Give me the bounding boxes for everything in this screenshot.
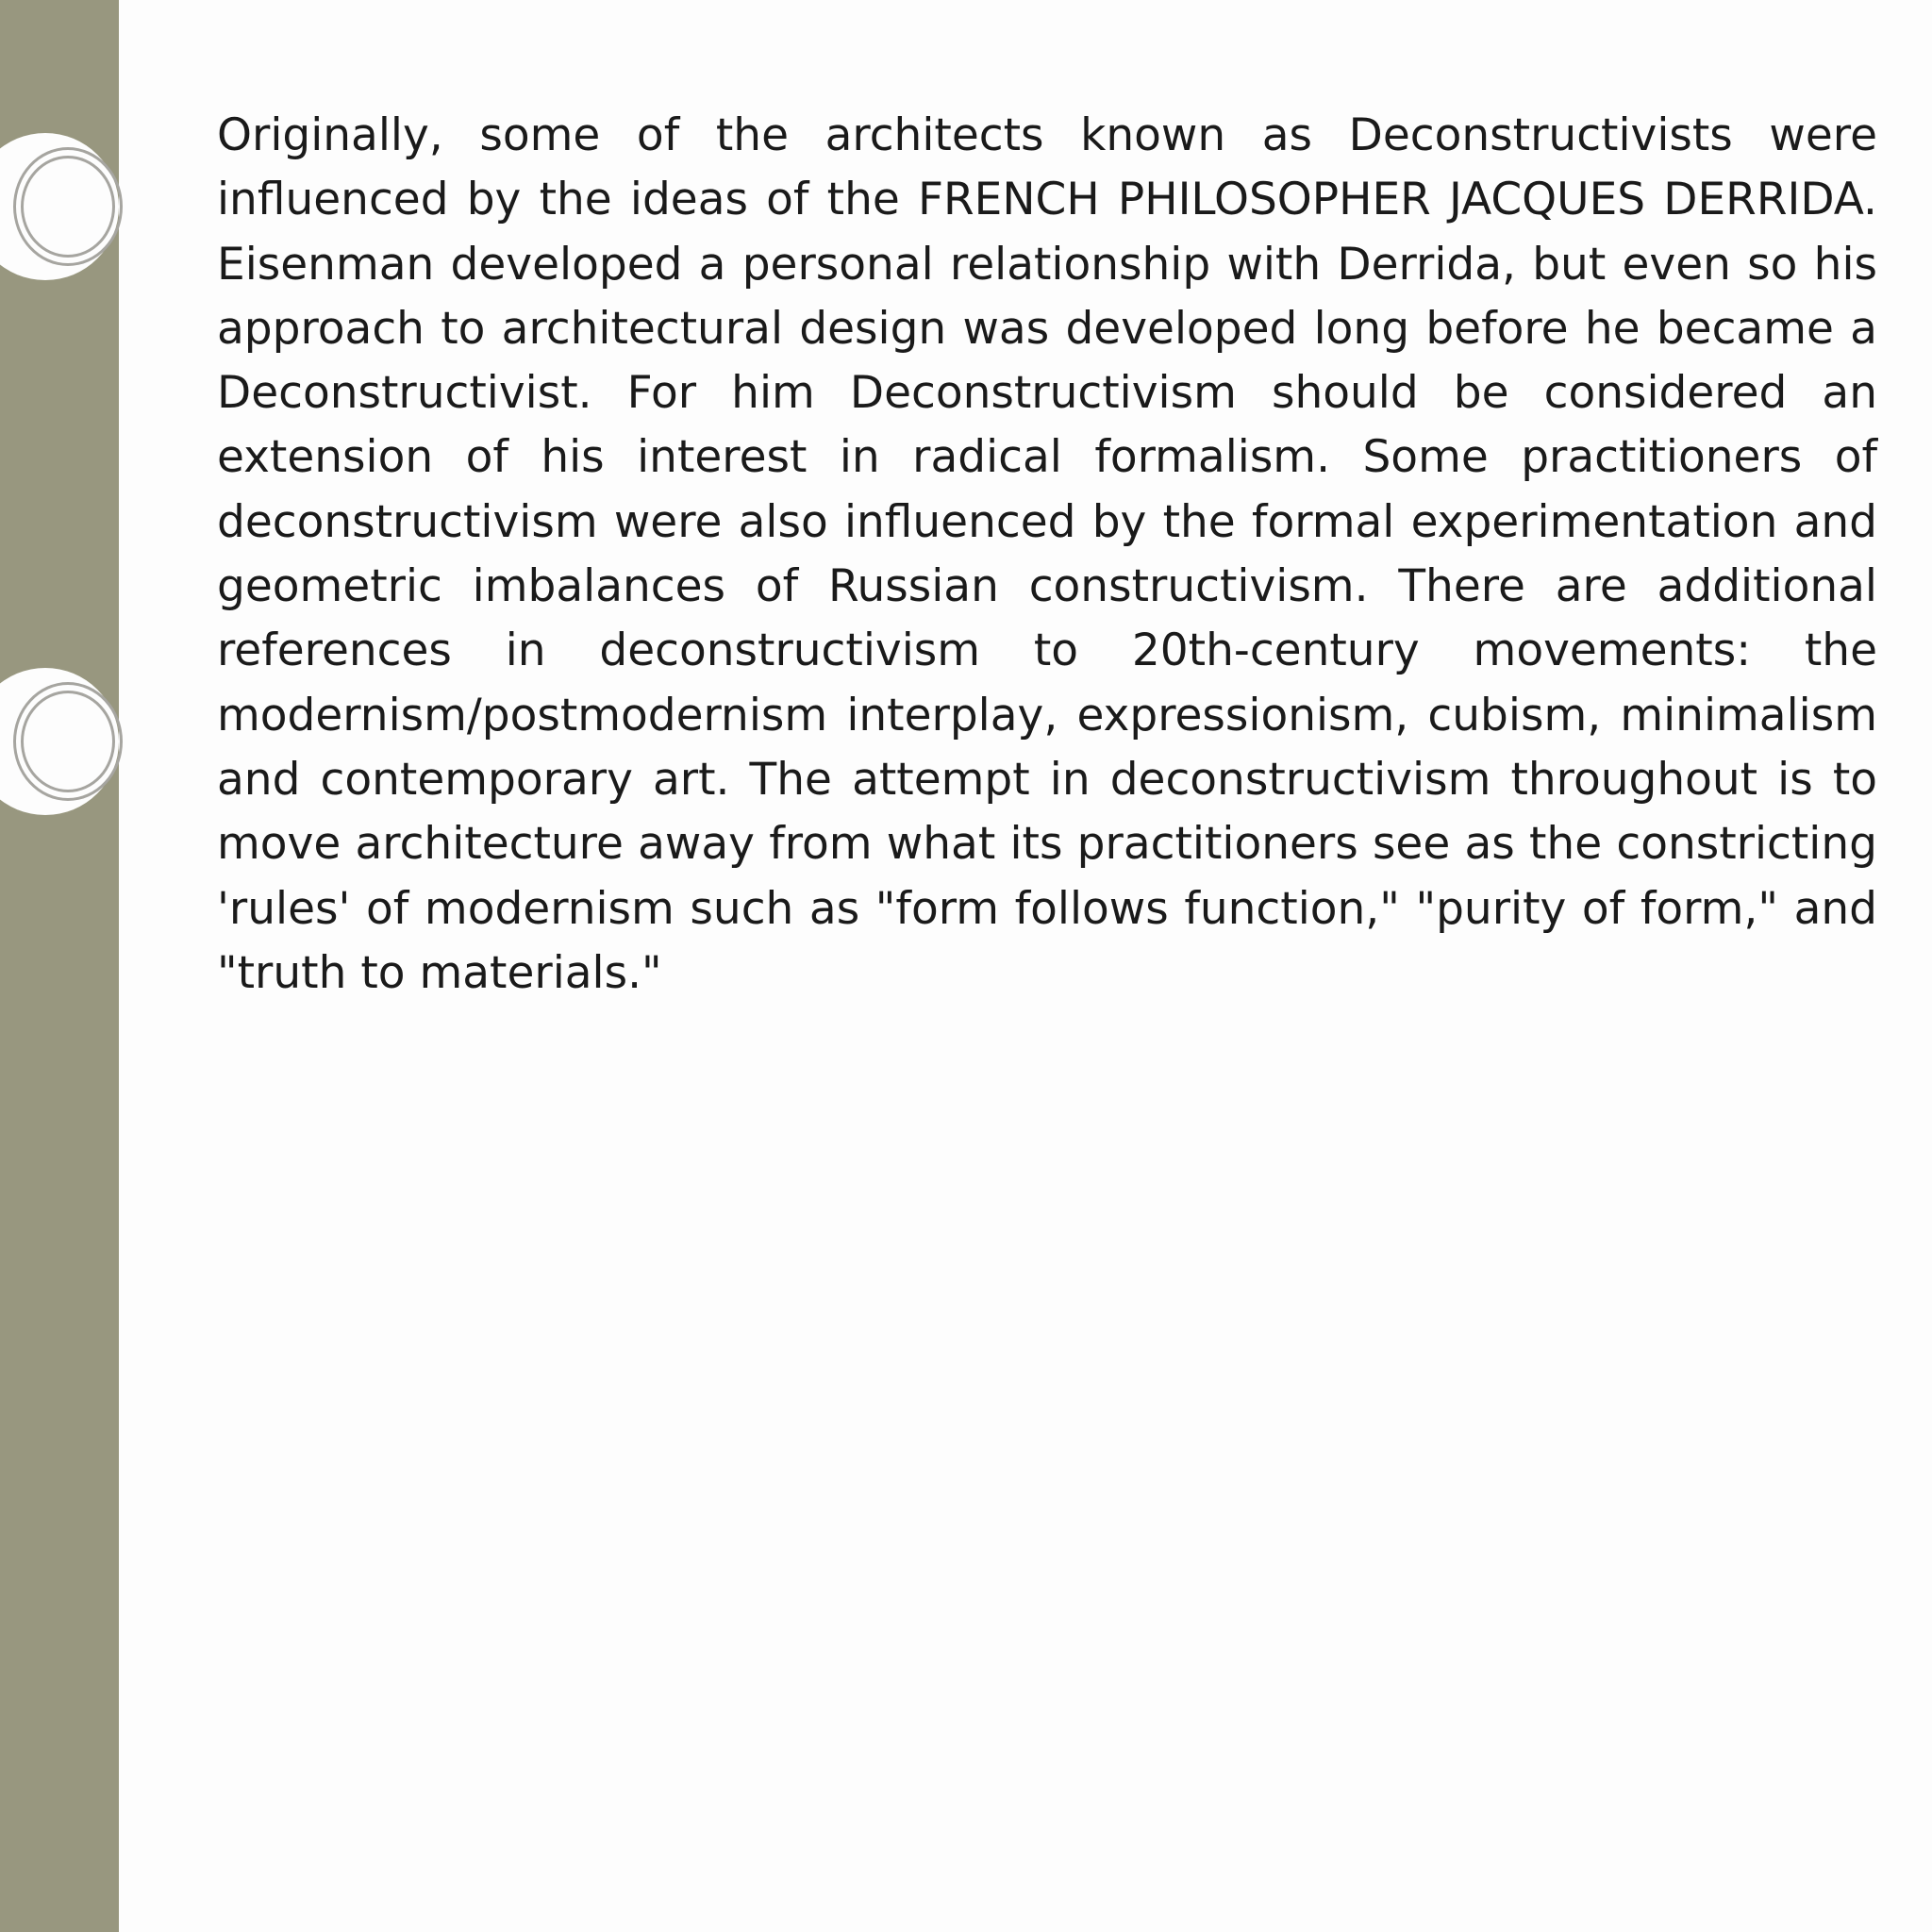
ring-inner — [21, 691, 115, 792]
side-bar — [0, 0, 119, 1932]
body-paragraph: Originally, some of the architects known as Deconstructivists were influenced by the ideas of the FRENCH PHILOSOPHER JACQUES DERRIDA. Eisenman developed a personal relationship with Derrida, but even so his approach to architectural design was developed long before he became a Deconstructivist. For him Deconstructivism should be considered an extension of his interest in radical formalism. Some practitioners of deconstructivism were also influenced by the formal experimentation and geometric imbalances of Russian constructivism. There are additional references in deconstructivism to 20th-century movements: the modernism/postmodernism interplay, expressionism, cubism, minimalism and contemporary art. The attempt in deconstructivism throughout is to move architecture away from what its practitioners see as the constricting 'rules' of modernism such as "form follows function," "purity of form," and "truth to materials." — [217, 109, 1877, 999]
ring-inner — [21, 156, 115, 258]
